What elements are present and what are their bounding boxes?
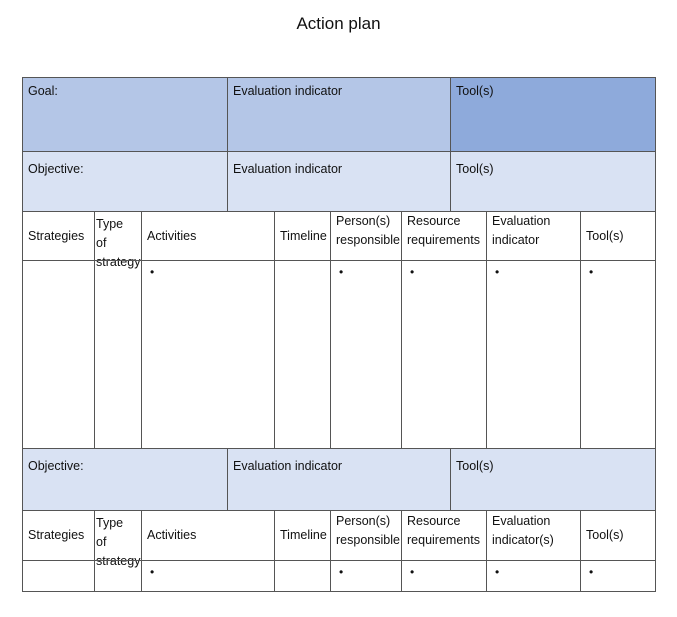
body-tools-cell[interactable]: [580, 260, 656, 449]
bullet-evaluation-indicator: •: [495, 265, 500, 279]
header-persons-responsible-line1: Person(s): [336, 514, 391, 528]
header-resource-requirements: [401, 510, 487, 561]
header-strategies: [22, 510, 95, 561]
objective-label: Objective:: [28, 162, 84, 176]
body-evaluation-indicator-cell[interactable]: [486, 260, 581, 449]
body-type-of-strategy-cell[interactable]: [94, 260, 142, 449]
body-strategies-cell[interactable]: [22, 260, 95, 449]
header-activities-label: Activities: [147, 228, 197, 243]
objective-evaluation-indicator-label: Evaluation indicator: [233, 162, 343, 176]
header-timeline: [274, 510, 331, 561]
objective-cell[interactable]: [22, 151, 228, 212]
objective-tools-label: Tool(s): [456, 162, 494, 176]
header-persons-responsible-line1: Person(s): [336, 214, 391, 228]
header-tools: [580, 510, 656, 561]
header-evaluation-indicator-line1: Evaluation: [492, 214, 551, 228]
header-persons-responsible-line2: responsible: [336, 533, 400, 547]
body-activities-cell[interactable]: [141, 260, 275, 449]
page-title: Action plan: [296, 14, 381, 33]
header-tools: [580, 211, 656, 261]
header-persons-responsible: [330, 211, 402, 261]
bullet-activities: •: [150, 265, 155, 279]
header-persons-responsible-line2: responsible: [336, 233, 400, 247]
body-resource-requirements-cell[interactable]: [401, 260, 487, 449]
header-timeline: [274, 211, 331, 261]
header-activities: [141, 510, 275, 561]
goal-cell[interactable]: [22, 77, 228, 152]
header-strategies: [22, 211, 95, 261]
objective-evaluation-indicator-cell[interactable]: [227, 151, 451, 212]
header-resource-requirements-line2: requirements: [407, 233, 480, 247]
header-strategies-label: Strategies: [28, 228, 85, 243]
bullet-tools: •: [589, 265, 594, 279]
objective-label: Objective:: [28, 459, 84, 473]
header-evaluation-indicator-line2: indicator(s): [492, 533, 554, 547]
goal-tools-label: Tool(s): [456, 84, 494, 98]
header-evaluation-indicator: [486, 211, 581, 261]
header-evaluation-indicator: [486, 510, 581, 561]
bullet-activities: •: [150, 565, 155, 579]
goal-evaluation-indicator-label: Evaluation indicator: [233, 84, 343, 98]
header-activities: [141, 211, 275, 261]
body-activities-cell[interactable]: [141, 560, 275, 592]
header-timeline-label: Timeline: [280, 528, 327, 542]
header-persons-responsible: [330, 510, 402, 561]
body-timeline-cell[interactable]: [274, 260, 331, 449]
objective-tools-cell[interactable]: [450, 151, 656, 212]
goal-tools-cell[interactable]: [450, 77, 656, 152]
header-type-of-strategy: [94, 510, 142, 568]
bullet-resource-requirements: •: [410, 265, 415, 279]
objective-tools-label: Tool(s): [456, 459, 494, 473]
bullet-evaluation-indicator: •: [495, 565, 500, 579]
bullet-persons-responsible: •: [339, 265, 344, 279]
header-type-of-strategy-line1: Type of: [96, 516, 124, 549]
bullet-tools: •: [589, 565, 594, 579]
bullet-resource-requirements: •: [410, 565, 415, 579]
goal-evaluation-indicator-cell[interactable]: [227, 77, 451, 152]
bullet-persons-responsible: •: [339, 565, 344, 579]
objective-evaluation-indicator-label: Evaluation indicator: [233, 459, 343, 473]
body-resource-requirements-cell[interactable]: [401, 560, 487, 592]
body-strategies-cell[interactable]: [22, 560, 95, 592]
body-timeline-cell[interactable]: [274, 560, 331, 592]
header-activities-label: Activities: [147, 528, 197, 542]
header-evaluation-indicator-line1: Evaluation: [492, 514, 551, 528]
header-resource-requirements-line1: Resource: [407, 514, 461, 528]
body-evaluation-indicator-cell[interactable]: [486, 560, 581, 592]
body-tools-cell[interactable]: [580, 560, 656, 592]
header-type-of-strategy: [94, 211, 142, 269]
header-tools-label: Tool(s): [586, 228, 624, 243]
goal-label: Goal:: [28, 84, 58, 98]
header-strategies-label: Strategies: [28, 528, 85, 542]
body-persons-responsible-cell[interactable]: [330, 260, 402, 449]
header-tools-label: Tool(s): [586, 528, 624, 542]
body-persons-responsible-cell[interactable]: [330, 560, 402, 592]
header-evaluation-indicator-line2: indicator: [492, 233, 540, 247]
objective-tools-cell[interactable]: [450, 448, 656, 511]
header-resource-requirements-line1: Resource: [407, 214, 461, 228]
header-resource-requirements-line2: requirements: [407, 533, 480, 547]
header-timeline-label: Timeline: [280, 228, 327, 243]
header-type-of-strategy-line2: strategy: [96, 255, 141, 269]
objective-evaluation-indicator-cell[interactable]: [227, 448, 451, 511]
objective-cell[interactable]: [22, 448, 228, 511]
body-type-of-strategy-cell[interactable]: [94, 560, 142, 592]
header-resource-requirements: [401, 211, 487, 261]
header-type-of-strategy-line2: strategy: [96, 554, 141, 568]
header-type-of-strategy-line1: Type of: [96, 217, 124, 250]
